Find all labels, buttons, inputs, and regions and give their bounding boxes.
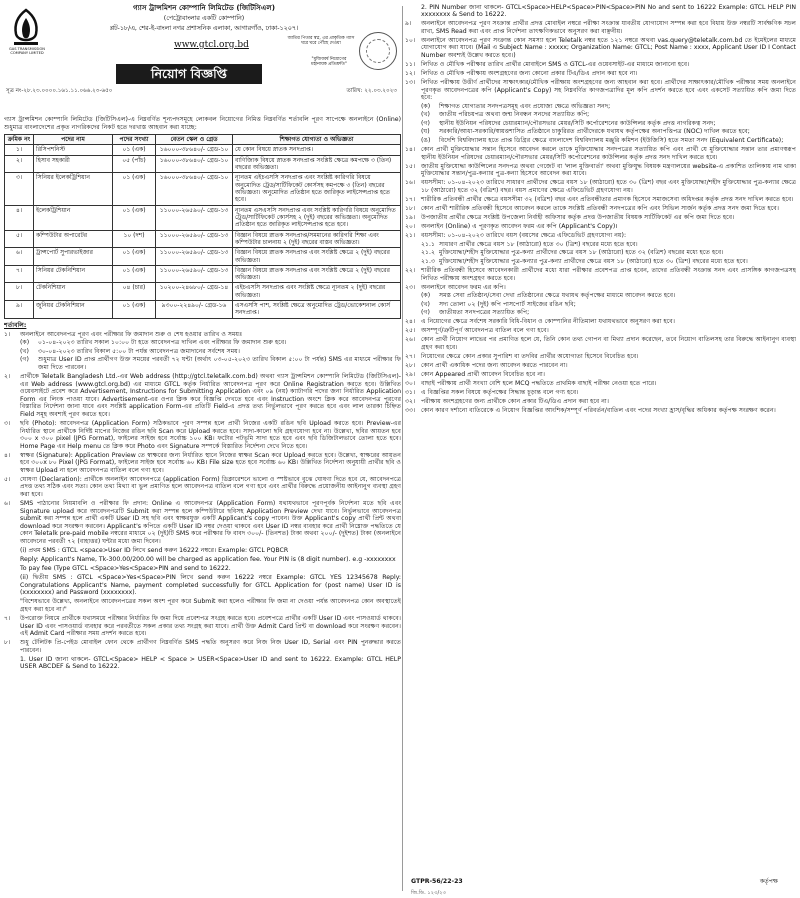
col-qualification: শিক্ষাগত যোগ্যতা ও অভিজ্ঞতা — [233, 135, 401, 145]
memo-number: সূত্র নং-২৮.২৩.০০০০.১৬১.১১.০৬৬.২৩-৬৫০ — [6, 88, 113, 94]
term-item — [405, 79, 796, 102]
term-number: (খ) — [421, 111, 430, 119]
row-pay-scale: ১৬০০০-৩৮৬৪০/- গ্রেড-১০ — [156, 155, 233, 173]
row-post-name: সিনিয়র ইলেকট্রিশিয়ান — [34, 173, 113, 205]
term-text: বিদেশি বিশ্ববিদ্যালয় হতে প্রাপ্ত ডিগ্রির ক্ষেত্রে বাংলাদেশ বিশ্ববিদ্যালয় মঞ্জুরি কমিশন (ইউজিসি) হতে সমতা সনদ (Equivalent Certificate); — [439, 137, 784, 144]
col-post-count: পদের সংখ্যা — [113, 135, 156, 145]
vacancy-table-header — [5, 135, 401, 145]
row-serial: ৫। — [5, 230, 34, 248]
term-item — [20, 339, 401, 347]
term-item — [421, 309, 796, 317]
term-item — [405, 353, 796, 361]
term-text: Reply: Applicant's Name, Tk-300.00/200.00 will be charged as application fee. Your PIN is (8 digit number). e.g -xxxxxxxx — [20, 556, 396, 563]
term-number: ২৮। — [405, 362, 416, 370]
row-serial: ৭। — [5, 265, 34, 283]
company-website-link[interactable]: www.gtcl.org.bd — [174, 40, 249, 50]
row-qualification: ন্যূনতম এসএসসি সনদপ্রাপ্ত এবং সংশ্লিষ্ট কারিগরি বিষয়ে অনুমোদিত ট্রেড/সার্টিফিকেট কোর্সসহ ২ (দুই) বছরের অভিজ্ঞতা। অনুমোদিত প্রতিষ্ঠান হতে জারিকৃত লাইসেন্সপ্রাপ্ত হতে হবে। — [233, 205, 401, 230]
term-text: শারীরিক প্রতিবন্ধী প্রার্থীর ক্ষেত্রে বয়সসীমা ৩২ (বত্রিশ) বছর এবং প্রতিবন্ধীতার প্রমাণক হিসেবে সমাজসেবা অধিদপ্তর কর্তৃক প্রদত্ত সনদ দাখিল করতে হবে। — [421, 195, 794, 203]
col-post-name: পদের নাম — [34, 135, 113, 145]
term-text: নিয়োগের ক্ষেত্রে কোন প্রকার সুপারিশ বা তদবির প্রার্থীর অযোগ্যতা হিসেবে বিবেচিত হবে। — [421, 353, 639, 361]
term-number: (গ) — [20, 356, 29, 364]
row-post-name: জুনিয়র টেকনিশিয়ান — [34, 301, 113, 319]
term-text: শারীরিক প্রতিবন্ধী হিসেবে আবেদনকারী প্রার্থীদের মধ্যে যারা পরীক্ষার প্রবেশপত্র প্রাপ্ত হবেন, তাদের প্রতিবন্ধী সংক্রান্ত সনদ এবং প্রাসঙ্গিক কাগজপত্রসহ লিখিত পরীক্ষায় অংশগ্রহণ করতে হবে। — [421, 266, 796, 282]
term-text: ৩০-০৪-২০২৩ তারিখ বিকাল ৫:০০ টা পর্যন্ত আবেদনপত্র জমাদানের সর্বশেষ সময়। — [38, 347, 241, 355]
term-item — [405, 196, 796, 204]
term-number: ১৬। — [405, 179, 416, 187]
term-text: এ বিজ্ঞপ্তির সকল বিষয়ে কর্তৃপক্ষের সিদ্ধান্ত চূড়ান্ত বলে গণ্য হবে। — [421, 389, 579, 397]
term-number: ১৫। — [405, 162, 416, 170]
term-item — [4, 373, 401, 418]
slogan-bottom: "মুজিববর্ষ নিয়োগের মহানায়ক প্রতিশ্রুতি" — [311, 57, 347, 68]
term-number: ১। — [4, 330, 11, 338]
term-item — [20, 348, 401, 356]
term-item — [20, 356, 401, 371]
advertisement-subcode: জি.ডি. ১২৩/২৩ — [411, 889, 446, 896]
term-item — [4, 556, 401, 564]
vacancy-row — [5, 248, 401, 266]
term-number: (খ) — [20, 347, 29, 355]
term-text: অনলাইন (Online) এ পূরণকৃত আবেদন ফরম এর কপি (Applicant's Copy)। — [421, 223, 618, 231]
col-serial: ক্রমিক নং — [5, 135, 34, 145]
term-number: ১০। — [405, 36, 416, 44]
term-text: জাতীয় মুক্তিযোদ্ধা কাউন্সিলের সনদপত্র অথবা গেজেট বা 'লাল মুক্তিবার্তা' অথবা মুক্তিযুদ্ধ বিষয়ক মন্ত্রণালয়ের website-এ প্রকাশিত তালিকায় নাম থাকা মুক্তিযোদ্ধার সন্তান/পুত্র-কন্যার পুত্র-কন্যা হিসেবে আবেদন করা যাবে। — [421, 162, 796, 178]
term-item — [4, 615, 401, 638]
row-qualification: যে কোন বিষয়ে স্নাতক সনদপ্রাপ্ত। — [233, 145, 401, 155]
mujib-year-seal-icon — [359, 32, 397, 70]
term-number — [4, 556, 20, 564]
vacancy-row — [5, 155, 401, 173]
authority-signature: কর্তৃপক্ষ — [759, 878, 778, 886]
term-number: ২৬। — [405, 336, 416, 344]
vacancy-table — [4, 134, 401, 319]
term-text: কোন প্রার্থী শারীরিক প্রতিবন্ধী হিসেবে আবেদন করলে তাকে সংশ্লিষ্ট প্রতিবন্ধী সনদপত্রের কপি এবং সিভিল সার্জন কর্তৃক প্রদত্ত সনদ জমা দিতে হবে। — [421, 205, 779, 212]
row-post-name: হিসাব সহকারী — [34, 155, 113, 173]
term-number: ২১.১ — [421, 240, 436, 248]
term-item — [405, 146, 796, 161]
column-divider — [402, 6, 403, 891]
term-text: এ নিয়োগের ক্ষেত্রে সর্বশেষ সরকারি বিধি-বিধান ও কোম্পানির নীতিমালা যথাযথভাবে অনুসরণ করা হবে। — [421, 318, 675, 326]
company-address: প্লট-১৮/এ, শের-ই-বাংলা নগর প্রশাসনিক এলাকা, আগারগাঁও, ঢাকা-১২০৭। — [109, 25, 299, 32]
row-qualification: ন্যূনতম এইচএসসি সনদপ্রাপ্ত এবং সংশ্লিষ্ট কারিগরি বিষয়ে অনুমোদিত ট্রেড/সার্টিফিকেট কোর্সসহ কমপক্ষে ৩ (তিন) বছরের অভিজ্ঞতা। অনুমোদিত প্রতিষ্ঠান হতে জারিকৃত লাইসেন্সপ্রাপ্ত হতে হবে। — [233, 173, 401, 205]
term-number: ৫। — [4, 475, 11, 483]
term-number: ৩৩। — [405, 407, 416, 415]
term-number — [4, 574, 20, 597]
row-post-name: ট্রান্সপোর্ট সুপারভাইজার — [34, 248, 113, 266]
term-item — [421, 103, 796, 111]
term-text: কোন Appeared প্রার্থী আবেদন বিবেচিত হবে না। — [421, 371, 546, 379]
term-text: বয়সসীমা: ০১-০৪-২০২৩ তারিখে সাধারণ প্রার্থীদের ক্ষেত্রে বয়স ১৮ (আঠারো) হতে ৩০ (ত্রিশ) বছর এবং মুক্তিযোদ্ধা/শহীদ মুক্তিযোদ্ধার পুত্র-কন্যার ক্ষেত্রে ১৮ (আঠারো) হতে ৩২ (বত্রিশ) বছর। বয়স প্রমাণের ক্ষেত্রে এফিডেভিট গ্রহণযোগ্য নয়। — [421, 179, 796, 194]
circular-title: নিয়োগ বিজ্ঞপ্তি — [116, 64, 262, 84]
term-number — [405, 4, 421, 19]
term-number: ১৯। — [405, 214, 416, 222]
row-post-name: টেকনিশিয়ান — [34, 283, 113, 301]
term-text: উপজাতীয় প্রার্থীর ক্ষেত্রে সংশ্লিষ্ট উপজেলা নির্বাহী অফিসার কর্তৃক প্রদত্ত উপজাতীয় বিষয়ক সার্টিফিকেট এর কপি জমা দিতে হবে। — [421, 214, 735, 222]
term-text: বয়সসীমা: ০১-০৪-২০২৩ তারিখে বয়স (বয়সের ক্ষেত্রে এফিডেভিট গ্রহণযোগ্য নয়): — [421, 232, 627, 240]
term-number — [4, 547, 20, 555]
term-item — [405, 205, 796, 213]
term-text: (ii) দ্বিতীয় SMS : GTCL <Space>Yes<Space>PIN লিখে send করুন 16222 নম্বরে Example: GTCL YES 12345678 Reply: Congratulations Applicant's Name, payment completed successfully for GTCL Application for (post name) User ID is (xxxxxxxx) and Password (xxxxxxxx). — [20, 574, 401, 597]
term-item — [405, 398, 796, 406]
term-item — [421, 241, 796, 249]
term-item — [4, 420, 401, 450]
row-serial: ৯। — [5, 301, 34, 319]
intro-paragraph: গ্যাস ট্রান্সমিশন কোম্পানি লিমিটেড (জিটিসিএল)-এ নিম্নবর্ণিত শূন্যপদসমূহে লোকবল নিয়োগের নিমিত্ত নিম্নবর্ণিত শর্তাবলি পূরণ সাপেক্ষে অনলাইনে (Online) শুধুমাত্র বাংলাদেশের প্রকৃত নাগরিকদের নিকট হতে দরখাস্ত আহবান করা যাচ্ছে: — [4, 116, 401, 131]
term-number: ৩০। — [405, 380, 416, 388]
term-number: ২৯। — [405, 371, 416, 379]
term-number: ২৩। — [405, 283, 416, 291]
term-number: ২০। — [405, 223, 416, 231]
term-item — [405, 267, 796, 282]
term-item — [405, 318, 796, 326]
term-text: অনলাইনে আবেদনপত্র পূরণ সংক্রান্ত কোন সমস্যা হলে Teletalk নম্বর হতে ১২১ নম্বরে অথবা vas.query@teletalk.com.bd তে ইমেইলের মাধ্যমে যোগাযোগ করা যাবে। (Mail এ Subject Name : xxxxx; Organization Name: GTCL; Post Name : xxxx, Applicant User ID I Contact Number অবশ্যই উল্লেখ করতে হবে।) — [421, 36, 796, 59]
row-pay-scale: ১১০০০-২৬৫৯০/- গ্রেড-১৩ — [156, 265, 233, 283]
term-number: ২২। — [405, 266, 416, 274]
term-number: (ঘ) — [421, 128, 430, 136]
term-item — [4, 598, 401, 613]
term-text: ০১-০৪-২০২৩ তারিখ সকাল ১০:০০ টা হতে আবেদনপত্র দাখিল এবং পরীক্ষার ফি জমাদান শুরু হবে। — [38, 339, 287, 347]
row-qualification: বিজ্ঞান বিষয়ে স্নাতক সনদপ্রাপ্ত এবং সংশ্লিষ্ট ক্ষেত্রে ২ (দুই) বছরের অভিজ্ঞতা। — [233, 265, 401, 283]
term-number: ১৭। — [405, 195, 416, 203]
term-number: (গ) — [421, 119, 430, 127]
term-item — [421, 301, 796, 309]
term-text: To pay fee (Type GTCL <Space>Yes<Space>PIN and send to 16222. — [20, 565, 231, 573]
term-item — [4, 565, 401, 573]
row-serial: ৮। — [5, 283, 34, 301]
term-text: জাতীয় পরিচয়পত্র অথবা জন্ম নিবন্ধন সনদের সত্যায়িত কপি; — [439, 111, 590, 119]
row-post-name: সিনিয়র টেকনিশিয়ান — [34, 265, 113, 283]
row-qualification: বিজ্ঞান বিষয়ে স্নাতক সনদপ্রাপ্ত এবং সংশ্লিষ্ট ক্ষেত্রে ২ (দুই) বছরের অভিজ্ঞতা। — [233, 248, 401, 266]
term-text: (i) প্রথম SMS : GTCL <space>User ID লিখে send করুন 16222 নম্বরে। Example: GTCL PQBCR — [20, 546, 289, 554]
term-number: ৩১। — [405, 389, 416, 397]
term-item — [405, 37, 796, 60]
row-serial: ৪। — [5, 205, 34, 230]
term-number: ৩২। — [405, 398, 416, 406]
term-item — [4, 656, 401, 671]
term-text: স্বাক্ষর (Signature): Application Preview তে স্বাক্ষরের জন্য নির্ধারিত স্থানে নিজের স্বাক্ষর Scan করে Upload করতে হবে। উল্লেখ্য, স্বাক্ষরের আয়তন হবে ৩০০x ৮০ Pixel (JPG Format), ফাইলের সাইজ হবে সর্বোচ্চ ৬০ KB। File size হতে হবে সর্বোচ্চ ৬০ KB। উল্লিখিত নির্দেশনা অনুযায়ী প্রার্থীর ছবি ও স্বাক্ষর Upload না হলে আবেদনপত্র বাতিল বলে গণ্য হবে। — [20, 451, 401, 474]
term-item — [405, 232, 796, 240]
term-item — [405, 371, 796, 379]
logo-caption: GAS TRANSMISSION COMPANY LIMITED — [9, 47, 45, 55]
term-number: ২। — [4, 373, 11, 381]
term-text: কোন প্রার্থী নিয়োগ লাভের পর প্রমাণিত হলে যে, তিনি কোন তথ্য গোপন বা মিথ্যা প্রদান করেছেন, তবে নিয়োগ বাতিলসহ তার বিরুদ্ধে আইনানুগ ব্যবস্থা গ্রহণ করা হবে। — [421, 336, 796, 351]
term-item — [405, 327, 796, 335]
vacancy-row — [5, 283, 401, 301]
right-terms-list — [405, 4, 796, 416]
term-number: ৯। — [405, 20, 412, 28]
term-text: কোন কারণ দর্শানো ব্যতিরেকে এ নিয়োগ বিজ্ঞপ্তির আংশিক/সম্পূর্ণ পরিবর্তন/বাতিল এবং পদের সংখ্যা হ্রাস/বৃদ্ধির অধিকার কর্তৃপক্ষ সংরক্ষণ করেন। — [421, 407, 776, 415]
term-item — [405, 380, 796, 388]
term-text: অনলাইনে আবেদনপত্র পূরণ এবং পরীক্ষার ফি জমাদান শুরু ও শেষ হওয়ার তারিখ ও সময়ঃ — [20, 330, 243, 338]
term-text: শুধুমাত্র User ID প্রাপ্ত প্রার্থীগণ উক্ত সময়ের পরবর্তী ৭২ ঘন্টা (অর্থাৎ ০৩-০৫-২০২৩ তারিখ বিকাল ৫:০০ টা পর্যন্ত) SMS এর মাধ্যমে পরীক্ষার ফি জমা দিতে পারবেন। — [38, 356, 401, 371]
term-text: অসম্পূর্ণ/ত্রুটিপূর্ণ আবেদনপত্র বাতিল বলে গণ্য হবে। — [421, 327, 549, 335]
vacancy-row — [5, 145, 401, 155]
slogan-top: জাতির পিতার স্বপ্ন, এর প্রাকৃতিক গ্যাস ঘরে ঘরে পৌঁছে দেওয়া — [287, 36, 355, 47]
term-number: ১৪। — [405, 146, 416, 154]
term-text: লিখিত ও মৌখিক পরীক্ষায় অংশগ্রহণের জন্য কোনো প্রকার টিএ/ডিএ প্রদান করা হবে না। — [421, 70, 638, 77]
row-post-count: ০১ (এক) — [113, 205, 156, 230]
term-item — [4, 574, 401, 597]
term-text: শুধু টেলিটক প্রি-পেইড মোবাইল ফোন থেকে প্রার্থীগণ নিম্নবর্ণিত SMS পদ্ধতি অনুসরণ করে নিজ নিজ User ID, Serial এবং PIN পুনরুদ্ধার করতে পারবেন। — [20, 639, 401, 654]
term-text: কোন প্রার্থী মুক্তিযোদ্ধার সন্তান হিসেবে আবেদন করলে তাকে মুক্তিযোদ্ধার সনদপত্রের সত্যায়িত কপি এবং প্রার্থী যে মুক্তিযোদ্ধার সন্তান তার প্রমাণস্বরূপ স্থানীয় ইউনিয়ন পরিষদের চেয়ারম্যান/পৌরসভার মেয়র/সিটি কর্পোরেশনের কাউন্সিলর কর্তৃক প্রদত্ত সনদ দাখিল করতে হবে। — [421, 146, 796, 161]
left-column — [4, 2, 401, 896]
term-item — [421, 111, 796, 119]
terms-title: শর্তাবলি: — [4, 321, 27, 329]
term-number: (খ) — [421, 300, 430, 308]
row-post-count: ০১ (এক) — [113, 173, 156, 205]
term-item — [421, 137, 796, 145]
row-pay-scale: ৯৩০০-২২৪৯০/- গ্রেড-১৬ — [156, 301, 233, 319]
row-post-count: ০১ (এক) — [113, 248, 156, 266]
term-text: শিক্ষাগত যোগ্যতার সনদপত্রসমূহ এবং প্রযোজ্য ক্ষেত্রে অভিজ্ঞতা সনদ; — [439, 102, 611, 110]
row-serial: ১। — [5, 145, 34, 155]
term-number: ১২। — [405, 70, 416, 77]
term-text: SMS পাঠানোর নিয়মাবলি ও পরীক্ষার ফি প্রদান: Online এ আবেদনপত্র (Application Form) যথাযথভাবে পূরণপূর্বক নির্দেশনা মতে ছবি এবং Signature upload করে আবেদনপত্রটি Submit করা সম্পন্ন হলে কম্পিউটারে ছবিসহ Application Preview দেখা যাবে। নির্ভুলভাবে আবেদনপত্র submit করা সম্পন্ন হলে প্রার্থী একটি User ID সহ ছবি এবং স্বাক্ষরযুক্ত একটি Applicant's copy পাবেন। উক্ত Applicant's copy প্রার্থী প্রিন্ট অথবা download করে সংরক্ষণ করবেন। Applicant's কপিতে একটি User ID নম্বর দেওয়া থাকবে এবং User ID নম্বর ব্যবহার করে প্রার্থী নিম্নোক্ত পদ্ধতিতে যে কোন Teletalk pre-paid mobile নম্বরের মাধ্যমে ০২ (দুই)টি SMS করে পরীক্ষার ফি বাবদ ৩০০/- (তিনশত) টাকা অথবা ২০০/- (দুইশত) টাকা (অনলাইনে আবেদনের পরবর্তী ৭২ (বাহাত্তর) ঘন্টার মধ্যে জমা দিবেন। — [20, 500, 401, 545]
term-text: স্থানীয় ইউনিয়ন পরিষদের চেয়ারম্যান/পৌরসভার মেয়র/সিটি কর্পোরেশনের কাউন্সিলর কর্তৃক প্রদত্ত নাগরিকত্ব সনদ; — [439, 119, 716, 127]
advertisement-code: GTPR-56/22-23 — [411, 878, 463, 886]
term-text: প্রার্থীকে Teletalk Bangladesh Ltd.-এর Web address (http://gtcl.teletalk.com.bd) অথবা গ্যাস ট্রান্সমিশন কোম্পানি লিমিটেড (জিটিসিএল)-এর Web address (www.gtcl.org.bd) এর মাধ্যমে GTCL কর্তৃক নির্ধারিত আবেদনপত্র পূরণ করে Online Registration করতে হবে। উল্লিখিত ওয়েবসাইটে প্রবেশ করে Advertisement, Instructions for Submitting Application এবং ০৯ (নয়) ক্যাটাগরি পদের জন্য নির্ধারিত Application Form এর লিংক পাওয়া যাবে। Advertisement-এর ওপর ক্লিক করে বিজ্ঞপ্তি দেখতে হবে এবং Instruction অংশে ক্লিক করে আবেদনপত্র পূরণের বিস্তারিত নির্দেশনা জানা যাবে এবং সংশ্লিষ্ট application Form-এর প্রতিটি Field-এ প্রদত্ত তথ্য নির্ভুলভাবে পূরণ করতে হবে এবং লাল তারকা চিহ্নিত Field সমূহ অবশ্যই পূরণ করতে হবে। — [20, 373, 401, 418]
row-qualification: বিজ্ঞান বিষয়ে স্নাতক সনদপ্রাপ্ত/সমমানের কারিগরি শিক্ষা এবং কম্পিউটার চালনায় ২ (দুই) বছরের বাস্তব অভিজ্ঞতা। — [233, 230, 401, 248]
term-number — [4, 598, 20, 613]
row-pay-scale: ১১০০০-২৬৫৯০/- গ্রেড-১৩ — [156, 230, 233, 248]
term-text: জাতীয়তা সনদপত্রের সত্যায়িত কপি; — [439, 309, 530, 317]
term-number: ২১.৩ — [421, 257, 436, 265]
term-number: ৪। — [4, 451, 11, 459]
row-post-count: ০১ (এক) — [113, 301, 156, 319]
term-item — [4, 639, 401, 654]
term-number: ১১। — [405, 60, 416, 68]
term-number: ২১। — [405, 232, 416, 240]
term-number: ১৩। — [405, 79, 416, 87]
term-item — [405, 284, 796, 292]
row-post-count: ০৪ (চার) — [113, 283, 156, 301]
term-number: (ক) — [20, 339, 30, 347]
left-terms-list — [4, 331, 401, 671]
row-qualification: বাণিজ্যিক বিষয়ে স্নাতক সনদপ্রাপ্ত সংশ্লিষ্ট ক্ষেত্রে কমপক্ষে ৩ (তিন) বছরের অভিজ্ঞতা। — [233, 155, 401, 173]
term-item — [405, 389, 796, 397]
row-post-count: ১০ (দশ) — [113, 230, 156, 248]
term-number: ৮। — [4, 639, 11, 647]
term-number: (গ) — [421, 309, 430, 317]
memo-date: তারিখ: ২২.০৩.২০২৩ — [346, 88, 397, 94]
term-text: কোন প্রার্থী একাধিক পদের জন্য আবেদন করতে পারবেন না। — [421, 362, 568, 370]
term-text: সাধারণ প্রার্থীর ক্ষেত্রে বয়স ১৮ (আঠারো) হতে ৩০ (ত্রিশ) বছরের মধ্যে হতে হবে। — [439, 240, 638, 248]
term-text: অনলাইনে আবেদন ফরম এর কপি। — [421, 283, 506, 291]
vacancy-row — [5, 205, 401, 230]
row-post-name: কম্পিউটার অপারেটর — [34, 230, 113, 248]
row-pay-scale: ১১০০০-২৬৫৯০/- গ্রেড-১৩ — [156, 205, 233, 230]
row-qualification: এসএসসি পাশ, সংশ্লিষ্ট ক্ষেত্রে অনুমোদিত ট্রেড/ভোকেশনাল কোর্স সনদপ্রাপ্ত। — [233, 301, 401, 319]
right-column — [405, 2, 796, 896]
company-subtitle: (পেট্রোবাংলার একটি কোম্পানি) — [163, 15, 245, 22]
term-number: ২৪। — [405, 318, 416, 326]
term-number: ২৫। — [405, 327, 416, 335]
term-text: মুক্তিযোদ্ধা/শহীদ মুক্তিযোদ্ধার পুত্র-কন্যার পুত্র-কন্যা প্রার্থীদের ক্ষেত্রে বয়স ১৮ (আঠারো) হতে ৩০ (ত্রিশ) বছরের মধ্যে হতে হবে। — [439, 257, 748, 265]
row-serial: ৩। — [5, 173, 34, 205]
term-text: উপরোক্ত নিয়মে প্রার্থীকে যথাসময়ে পরীক্ষার নির্ধারিত ফি জমা দিয়ে প্রবেশপত্র সংগ্রহ করতে হবে। প্রবেশপত্রে প্রার্থীর একটি User ID এবং পাসওয়ার্ড থাকবে। User ID এবং পাসওয়ার্ড ব্যবহার করে পরবর্তীতে সকল প্রকার তথ্য সংগ্রহ করা যাবে। প্রার্থী উক্ত Admit Card প্রিন্ট বা download করে সংরক্ষণ করবেন। এই Admit Card পরীক্ষার সময় প্রদর্শন করতে হবে। — [20, 614, 401, 638]
term-item — [405, 336, 796, 351]
vacancy-row — [5, 230, 401, 248]
vacancy-row — [5, 301, 401, 319]
term-item — [405, 4, 796, 19]
term-text: সমস্ত সেবা প্রতিষ্ঠান/সেবা দেখা প্রতিষ্ঠানের ক্ষেত্রে যথাযথ কর্তৃপক্ষের মাধ্যমে আবেদন করতে হবে। — [439, 292, 676, 300]
term-text: লিখিত পরীক্ষায় উত্তীর্ণ প্রার্থীদের সাক্ষাৎকার/মৌখিক পরীক্ষায় অংশগ্রহণের জন্য আহবান করা হবে। প্রার্থীদের সাক্ষাৎকার/মৌখিক পরীক্ষার সময় অনলাইনে পূরণকৃত আবেদনপত্রের কপি (Applicant's Copy) সহ নিম্নবর্ণিত কাগজপত্রাদির মূল কপি প্রদর্শন করতে হবে এবং একসেট সত্যায়িত কপি জমা দিতে হবে: — [421, 79, 796, 102]
company-name: গ্যাস ট্রান্সমিশন কোম্পানি লিমিটেড (জিটিসিএল) — [132, 3, 276, 12]
term-number — [4, 565, 20, 573]
term-number: ৭। — [4, 614, 11, 622]
term-item — [405, 179, 796, 194]
term-number: ১৮। — [405, 205, 416, 212]
term-item — [421, 292, 796, 300]
term-number: (ক) — [421, 102, 431, 110]
term-item — [405, 163, 796, 178]
term-text: সদ্য তোলা ০২ (দুই) কপি পাসপোর্ট সাইজের রঙিন ছবি; — [439, 300, 576, 308]
term-text: ছবি (Photo): আবেদনপত্র (Application Form) সঠিকভাবে পূরণ সম্পন্ন হলে প্রার্থী নিজের একটি রঙিন ছবি Upload করতে হবে। Preview-এর নির্ধারিত স্থানে প্রার্থীকে নির্দিষ্ট মাপের নিজের রঙিন ছবি Scan করে Upload করতে হবে। সাদা-কালো ছবি গ্রহণযোগ্য হবে না। উল্লেখ্য, ছবির আয়তন হবে ৩০০ x ৩০০ pixel (JPG Format), ফাইলের সাইজ হবে সর্বোচ্চ ১০০ KB। ফটোর পটভূমি সাদা হতে হবে এবং ছবি ডিজিটালভাবে তোলা হতে হবে। Home Page এর Help menu তে ক্লিক করে Photo এবং Signature সম্পর্কে বিস্তারিত নির্দেশনা দেখে নিতে হবে। — [20, 419, 401, 450]
term-item — [421, 258, 796, 266]
term-item — [4, 547, 401, 555]
vacancy-row — [5, 265, 401, 283]
term-item — [4, 452, 401, 475]
term-item — [421, 128, 796, 136]
row-qualification: এইচএসসি সনদপ্রাপ্ত এবং সংশ্লিষ্ট ক্ষেত্রে ন্যূনতম ২ (দুই) বছরের অভিজ্ঞতা। — [233, 283, 401, 301]
col-pay-scale: বেতন স্কেল ও গ্রেড — [156, 135, 233, 145]
term-number: ৩। — [4, 419, 11, 427]
term-item — [4, 500, 401, 545]
row-pay-scale: ১০২০০-২৪৬৮০/- গ্রেড-১৪ — [156, 283, 233, 301]
term-item — [405, 362, 796, 370]
term-item — [405, 407, 796, 415]
term-text: 2. PIN Number জানা থাকলে- GTCL<Space>HELP<Space>PIN<Space>PIN No and sent to 16222 Example: GTCL HELP PIN xxxxxxxx & Send to 16222. — [421, 3, 796, 19]
row-post-name: ইলেকট্রিশিয়ান — [34, 205, 113, 230]
term-item — [405, 70, 796, 78]
term-number: (ঙ) — [421, 137, 431, 144]
circular-header — [4, 2, 401, 114]
term-item — [421, 120, 796, 128]
row-pay-scale: ১৬০০০-৩৮৬৪০/- গ্রেড-১০ — [156, 173, 233, 205]
row-serial: ৬। — [5, 248, 34, 266]
term-number: ২৭। — [405, 353, 416, 361]
term-number: (ক) — [421, 292, 431, 300]
vacancy-row — [5, 173, 401, 205]
term-text: লিখিত ও মৌখিক পরীক্ষার তারিখ প্রার্থীর মোবাইলে SMS ও GTCL-এর ওয়েবসাইট-এর মাধ্যমে জানানো হবে। — [421, 60, 690, 68]
term-item — [421, 249, 796, 257]
term-number: ২১.২ — [421, 249, 436, 257]
row-pay-scale: ১১০০০-২৬৫৯০/- গ্রেড-১৩ — [156, 248, 233, 266]
row-post-count: ০১ (এক) — [113, 265, 156, 283]
row-pay-scale: ১৬০০০-৩৮৬৪০/- গ্রেড-১০ — [156, 145, 233, 155]
term-text: 1. User ID জানা থাকলে- GTCL<Space> HELP < Space > USER<Space>User ID and sent to 16222. Example: GTCL HELP USER ABCDEF & Send to 16222. — [20, 655, 401, 671]
term-item — [4, 476, 401, 499]
row-post-count: ০১ (এক) — [113, 145, 156, 155]
row-serial: ২। — [5, 155, 34, 173]
gtcl-logo — [6, 6, 46, 50]
term-item — [405, 214, 796, 222]
term-text: "বিশেষভাবে উল্লেখ্য, অনলাইনে আবেদনপত্রের সকল অংশ পূরণ করে Submit করা হলেও পরীক্ষার ফি জমা না দেওয়া পর্যন্ত আবেদনপত্র কোন অবস্থাতেই গ্রহণ করা হবে না।" — [20, 598, 401, 613]
term-item — [405, 223, 796, 231]
term-number — [4, 656, 20, 671]
term-text: মুক্তিযোদ্ধা/শহীদ মুক্তিযোদ্ধার পুত্র-কন্যা প্রার্থীদের ক্ষেত্রে বয়স ১৮ (আঠারো) হতে ৩২ (বত্রিশ) বছরের মধ্যে হতে হবে। — [439, 249, 724, 257]
term-number: ৬। — [4, 500, 11, 508]
term-text: বাছাই পরীক্ষায় প্রার্থী সংখ্যা বেশি হলে MCQ পদ্ধতিতে প্রাথমিক বাছাই পরীক্ষা নেওয়া হতে পারে। — [421, 380, 657, 388]
row-post-count: ০৫ (পাঁচ) — [113, 155, 156, 173]
term-text: পরীক্ষায় অংশগ্রহণের জন্য প্রার্থীকে কোন প্রকার টিএ/ডিএ প্রদান করা হবে না। — [421, 398, 609, 406]
term-text: অনলাইনে আবেদনপত্র পূরণ সংক্রান্ত প্রার্থীর প্রদত্ত মোবাইল নম্বরে পরীক্ষা সংক্রান্ত যাবতীয় যোগাযোগ সম্পন্ন করা হবে বিধায় উক্ত নম্বরটি সার্বক্ষণিক সচল রাখা, SMS Read করা এবং প্রাপ্ত নির্দেশনা তাৎক্ষণিকভাবে অনুসরণ করা বাঞ্ছনীয়। — [421, 20, 796, 35]
term-item — [4, 331, 401, 339]
row-post-name: রিসিপশনিস্ট — [34, 145, 113, 155]
term-text: ঘোষণা (Declaration): প্রার্থীকে অনলাইন আবেদনপত্রে (application Form) ডিক্লারেশনে ভালো ও স্পষ্টভাবে বুঝে ঘোষণা দিতে হবে যে, আবেদনপত্রে প্রদত্ত তথ্য সঠিক এবং সত্য। কোন তথ্য মিথ্যা বা ভুল প্রমাণিত হলে আবেদনপত্র বাতিল বলে গণ্য হবে এবং প্রার্থীর বিরুদ্ধে প্রয়োজনীয় আইনানুগ ব্যবস্থা গ্রহণ করা হবে। — [20, 475, 401, 498]
term-item — [405, 20, 796, 35]
term-text: সরকারি/আধা-সরকারি/স্বায়ত্তশাসিত প্রতিষ্ঠানে চাকুরিরত প্রার্থীদেরকে যথাযথ কর্তৃপক্ষের অনাপত্তিপত্র (NOC) দাখিল করতে হবে; — [439, 128, 750, 136]
term-item — [405, 61, 796, 69]
